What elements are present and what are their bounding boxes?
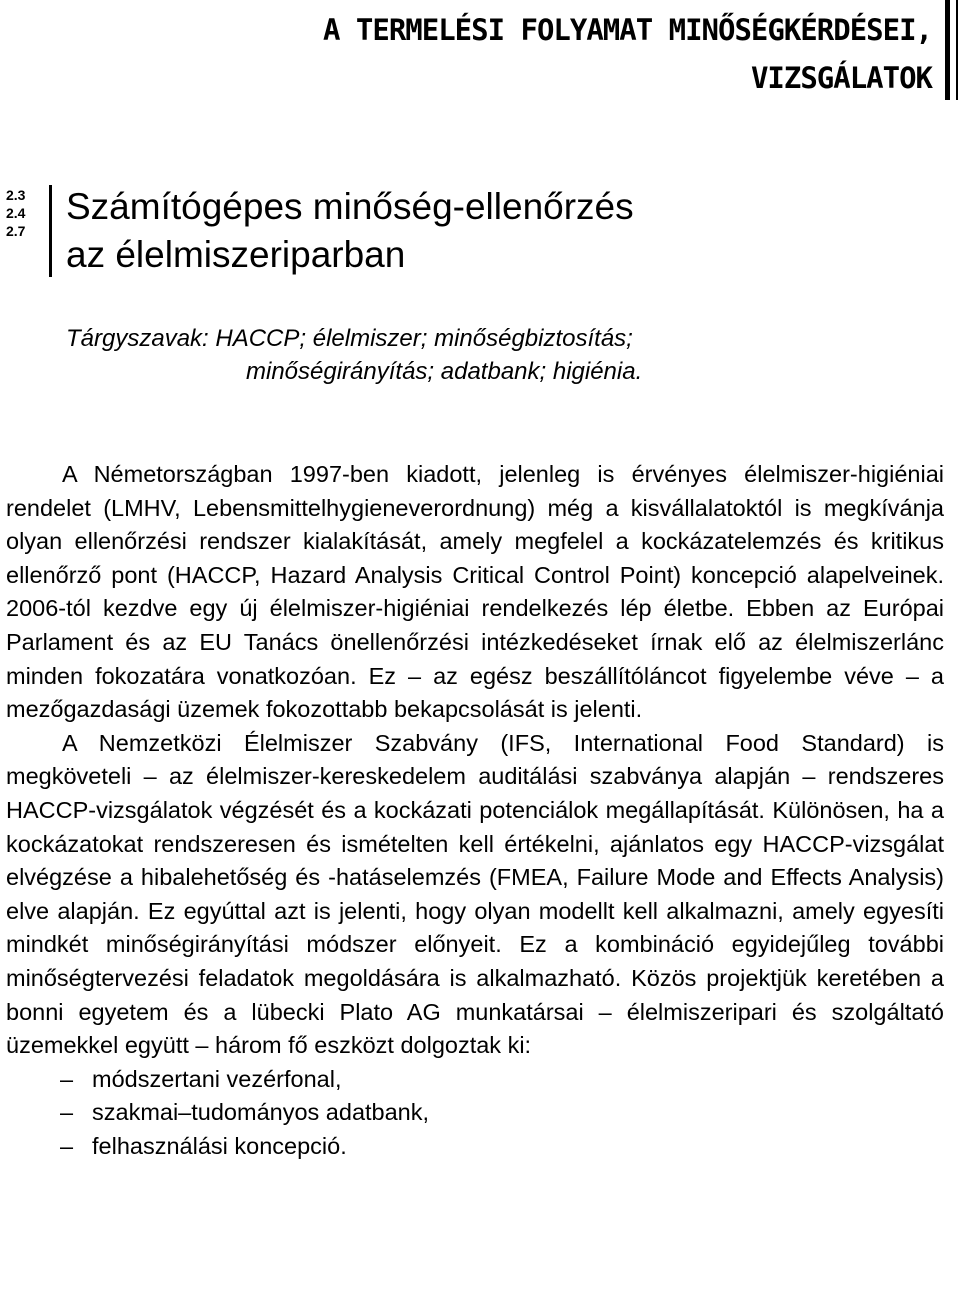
header-rule-thick <box>945 0 950 100</box>
header-rule-thin <box>956 0 958 100</box>
article-body <box>6 458 944 1163</box>
section-code: 2.3 <box>6 187 26 203</box>
list-item <box>6 1130 944 1164</box>
body-paragraph-2: A Nemzetközi Élelmiszer Szabvány (IFS, International Food Standard) is megköveteli – az élelmiszer-kereskedelem auditálási szabványa alapján – rendszeres HACCP-vizsgálatok végzését és a kockázati potenciálok megállapítását. Különösen, ha a kockázatokat rendszeresen és ismételten kell értékelni, ajánlatos egy HACCP-vizsgálat elvégzése a hibalehetőség és -hatáselemzés (FMEA, Failure Mode and Effects Analysis) elve alapján. Ez egyúttal azt is jelenti, hogy olyan modellt kell alkalmazni, amely egyesíti mindkét minőségirányítási módszer előnyeit. Ez a kombináció egyidejűleg további minőségtervezési feladatok megoldására is alkalmazható. Közös projektjük keretében a bonni egyetem és a lübecki Plato AG munkatársai – élelmiszeripari és szolgáltató üzemekkel együtt – három fő eszközt dolgoztak ki: <box>6 729 944 1059</box>
section-codes <box>6 186 46 240</box>
keywords <box>66 322 926 388</box>
keywords-line-2: minőségirányítás; adatbank; higiénia. <box>246 358 643 385</box>
list-dash: – <box>60 1065 74 1092</box>
keywords-line-1: Tárgyszavak: HACCP; élelmiszer; minőségbiztosítás; <box>66 325 633 352</box>
list-item-text: felhasználási koncepció. <box>92 1132 347 1159</box>
running-header <box>172 6 932 102</box>
list-item-text: módszertani vezérfonal, <box>92 1065 342 1092</box>
list-item-text: szakmai–tudományos adatbank, <box>92 1099 430 1126</box>
article-title <box>66 183 926 279</box>
list-dash: – <box>60 1132 74 1159</box>
list-item <box>6 1096 944 1130</box>
section-code: 2.4 <box>6 205 26 221</box>
list-dash: – <box>60 1099 74 1126</box>
section-rule <box>49 185 52 277</box>
running-header-line-2: VIZSGÁLATOK <box>750 61 932 95</box>
tool-list <box>6 1063 944 1164</box>
running-header-line-1: A TERMELÉSI FOLYAMAT MINŐSÉGKÉRDÉSEI, <box>322 13 932 47</box>
article-title-line-1: Számítógépes minőség-ellenőrzés <box>66 186 634 227</box>
article-title-line-2: az élelmiszeriparban <box>66 234 406 275</box>
body-paragraph-1: A Németországban 1997-ben kiadott, jelenleg is érvényes élelmiszer-higiéniai rendelet (LMHV, Lebensmittelhygieneverordnung) még a kisvállalatoktól is megkívánja olyan ellenőrzési rendszer kialakítását, amely megfelel a kockázatelemzés és kritikus ellenőrző pont (HACCP, Hazard Analysis Critical Control Point) koncepció alapelveinek. 2006-tól kezdve egy új élelmiszer-higiéniai rendelkezés lép életbe. Ebben az Európai Parlament és az EU Tanács önellenőrzési intézkedéseket írnak elő az élelmiszerlánc minden fokozatára vonatkozóan. Ez – az egész beszállítóláncot figyelembe véve – a mezőgazdasági üzemek fokozottabb bekapcsolását is jelenti. <box>6 461 944 723</box>
section-code: 2.7 <box>6 223 26 239</box>
list-item <box>6 1063 944 1097</box>
